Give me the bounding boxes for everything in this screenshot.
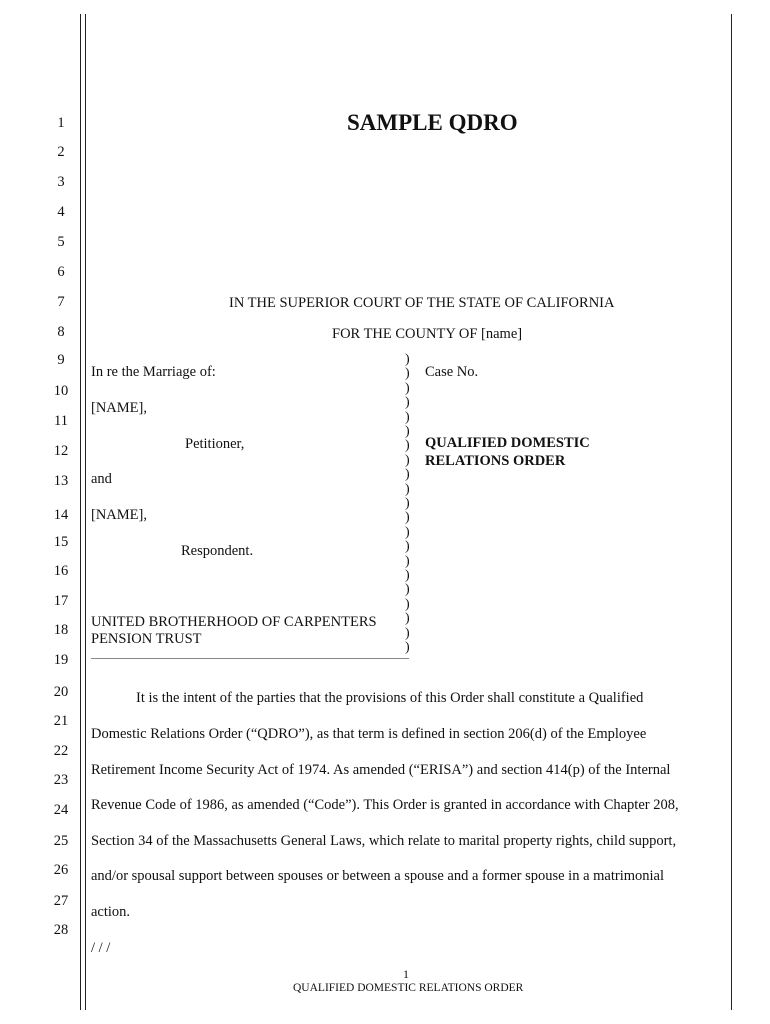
line-number: 6 [57, 264, 65, 280]
caption-paren: ) [405, 380, 410, 396]
line-number: 21 [53, 713, 69, 729]
line-number: 13 [53, 473, 69, 489]
line-number: 19 [53, 652, 69, 668]
caption-paren: ) [405, 438, 410, 454]
court-county: FOR THE COUNTY OF [name] [332, 326, 523, 342]
caption-paren: ) [405, 568, 410, 583]
footer-label: QUALIFIED DOMESTIC RELATIONS ORDER [293, 982, 524, 994]
caption-paren: ) [405, 496, 410, 511]
continuation-marks: / / / [91, 940, 111, 956]
caption-paren: ) [405, 452, 410, 468]
line-number: 5 [57, 234, 65, 250]
line-number: 8 [57, 324, 65, 340]
body-line-5: Section 34 of the Massachusetts General Laws, which relate to marital property rights, child support, [91, 833, 677, 849]
margin-rule-left-outer [80, 14, 81, 1010]
caption-paren: ) [405, 640, 410, 655]
caption-paren: ) [405, 596, 410, 612]
caption-paren: ) [405, 539, 410, 555]
line-number: 4 [57, 204, 65, 220]
body-line-1: It is the intent of the parties that the provisions of this Order shall constitute a Qualified [136, 690, 644, 706]
caption-paren: ) [405, 409, 410, 425]
line-number: 12 [53, 443, 69, 459]
order-title-line1: QUALIFIED DOMESTIC [425, 435, 590, 451]
margin-rule-right [731, 14, 732, 1010]
margin-rule-left-inner [85, 14, 86, 1010]
caption-underline [91, 658, 409, 659]
caption-paren: ) [405, 395, 410, 411]
caption-trust-line2: PENSION TRUST [91, 631, 202, 647]
caption-paren: ) [405, 510, 410, 526]
caption-paren: ) [405, 467, 410, 483]
caption-respondent-label: Respondent. [181, 543, 254, 559]
caption-and: and [91, 471, 112, 487]
caption-paren: ) [405, 582, 410, 598]
body-line-6: and/or spousal support between spouses or between a spouse and a former spouse in a matrimonial [91, 868, 665, 884]
body-line-4: Revenue Code of 1986, as amended (“Code”). This Order is granted in accordance with Chapter 208, [91, 797, 679, 813]
caption-paren: ) [405, 481, 410, 497]
line-number: 23 [53, 772, 69, 788]
line-number: 9 [57, 352, 65, 368]
line-number: 22 [53, 743, 69, 759]
body-line-2: Domestic Relations Order (“QDRO”), as that term is defined in section 206(d) of the Employee [91, 726, 647, 742]
caption-paren: ) [405, 611, 410, 627]
document-title: SAMPLE QDRO [347, 110, 518, 135]
line-number: 14 [53, 507, 69, 523]
caption-petitioner-name: [NAME], [91, 400, 147, 416]
line-number: 2 [57, 144, 65, 160]
body-line-3: Retirement Income Security Act of 1974. As amended (“ERISA”) and section 414(p) of the Internal [91, 762, 671, 778]
case-number-label: Case No. [425, 364, 479, 380]
caption-trust-line1: UNITED BROTHERHOOD OF CARPENTERS [91, 614, 377, 630]
caption-respondent-name: [NAME], [91, 507, 147, 523]
line-number: 17 [53, 593, 69, 609]
line-number: 26 [53, 862, 69, 878]
line-number: 25 [53, 833, 69, 849]
line-number: 15 [53, 534, 69, 550]
caption-paren: ) [405, 553, 410, 569]
caption-paren: ) [405, 524, 410, 540]
footer-page-number: 1 [403, 967, 409, 981]
line-number: 1 [57, 115, 65, 131]
line-number: 11 [54, 413, 68, 429]
body-line-7: action. [91, 904, 131, 920]
line-number: 16 [53, 563, 69, 579]
court-name: IN THE SUPERIOR COURT OF THE STATE OF CALIFORNIA [229, 295, 615, 311]
line-number: 10 [53, 383, 69, 399]
line-number: 24 [53, 802, 69, 818]
caption-paren: ) [405, 625, 410, 641]
caption-petitioner-label: Petitioner, [185, 436, 245, 452]
line-number: 20 [53, 684, 69, 700]
caption-paren: ) [405, 424, 410, 439]
order-title-line2: RELATIONS ORDER [425, 453, 566, 469]
caption-in-re: In re the Marriage of: [91, 364, 216, 380]
line-number: 3 [57, 174, 65, 190]
line-number: 27 [53, 893, 69, 909]
caption-paren: ) [405, 352, 410, 367]
line-number: 28 [53, 922, 69, 938]
caption-paren: ) [405, 366, 410, 382]
line-number: 18 [53, 622, 69, 638]
line-number: 7 [57, 294, 65, 310]
